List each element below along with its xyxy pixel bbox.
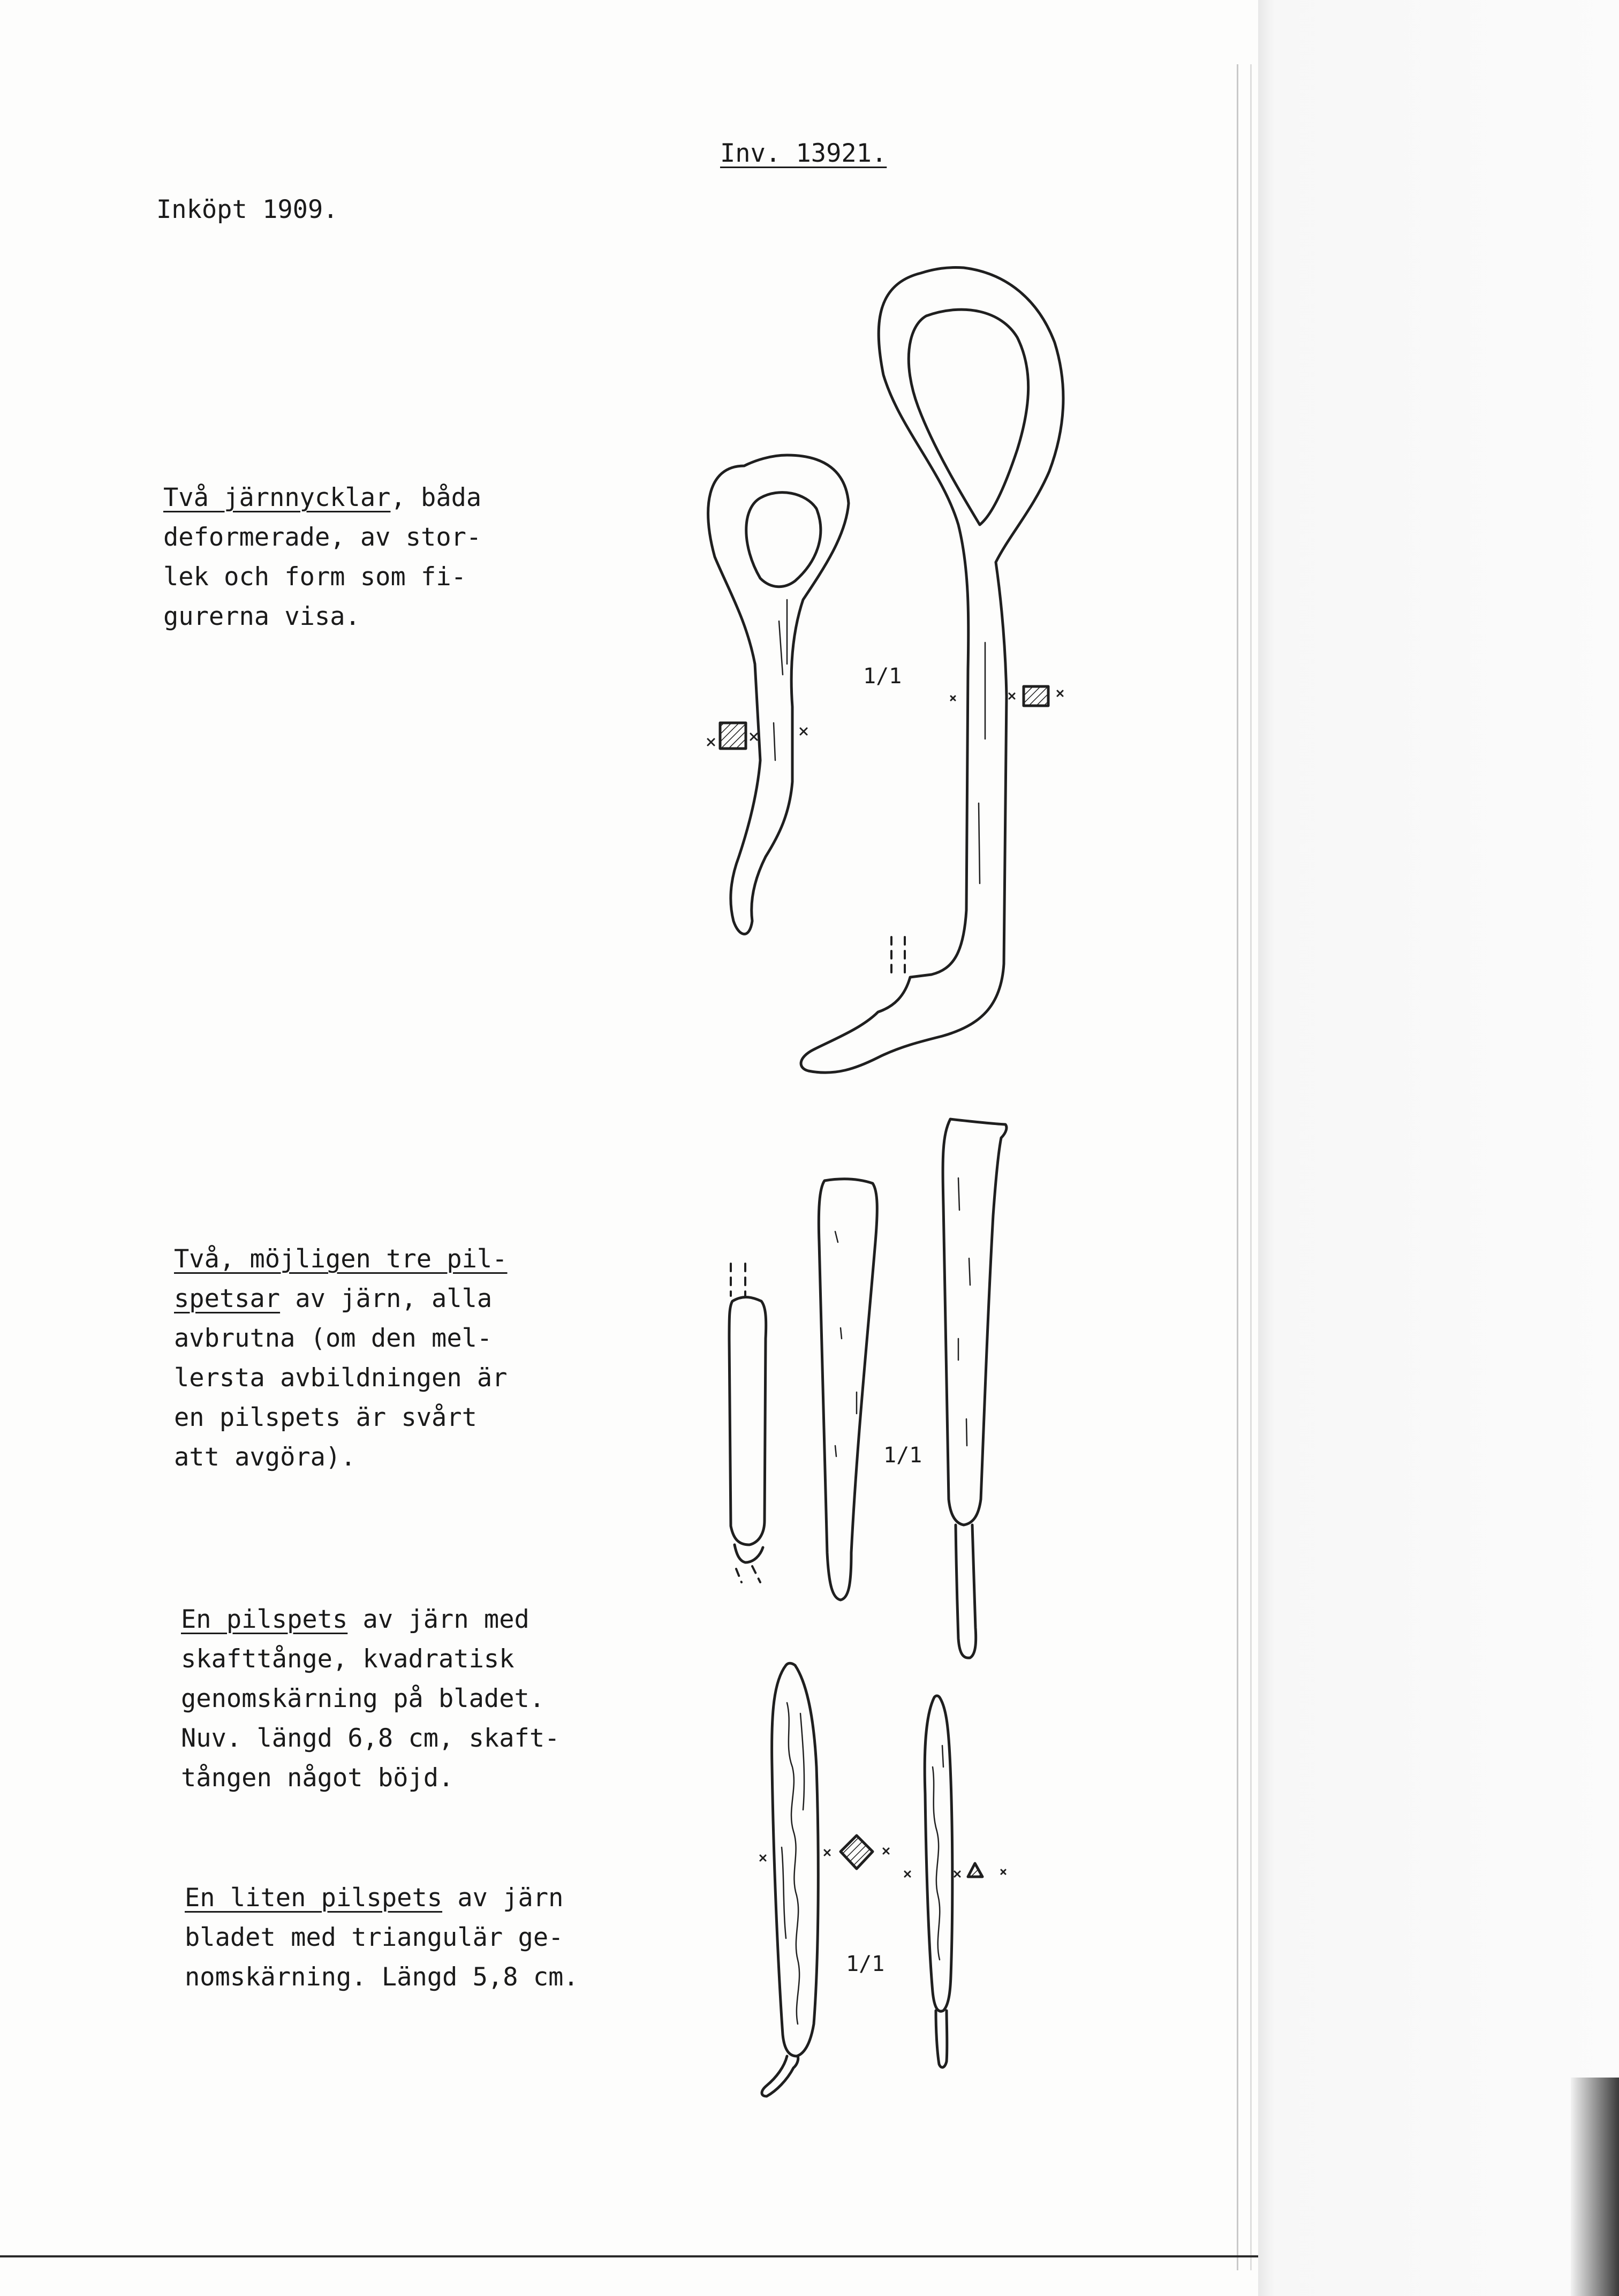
- purchase-note: Inköpt 1909.: [156, 195, 338, 224]
- text-line: bladet med triangulär ge-: [185, 1923, 564, 1952]
- text-line: att avgöra).: [174, 1442, 356, 1472]
- arrowhead-drawing: [729, 1264, 766, 1582]
- text-line: deformerade, av stor-: [163, 523, 482, 552]
- arrowhead-drawing: [943, 1119, 1007, 1658]
- arrowhead-drawing: [819, 1179, 877, 1600]
- text-line: nomskärning. Längd 5,8 cm.: [185, 1962, 579, 1992]
- text-line: Två järnnycklar, båda: [163, 483, 482, 512]
- text-line: spetsar av järn, alla: [174, 1284, 493, 1313]
- text-line: En pilspets av järn med: [181, 1605, 529, 1634]
- triangular-section: [905, 1863, 1005, 1877]
- scale-label: 1/1: [863, 664, 902, 689]
- small-key-drawing: [708, 455, 849, 934]
- text-line: lersta avbildningen är: [174, 1363, 508, 1393]
- text-line: En liten pilspets av järn: [185, 1883, 564, 1913]
- scale-label: 1/1: [883, 1443, 922, 1468]
- text-line: Nuv. längd 6,8 cm, skaft-: [181, 1724, 560, 1753]
- scale-label: 1/1: [846, 1952, 885, 1976]
- small-arrowhead-drawing: [905, 1696, 1005, 2067]
- text-line: en pilspets är svårt: [174, 1403, 477, 1432]
- large-key-drawing: [801, 267, 1063, 1073]
- text-line: genomskärning på bladet.: [181, 1684, 545, 1713]
- text-line: tången något böjd.: [181, 1763, 454, 1793]
- text-line: Två, möjligen tre pil-: [174, 1244, 508, 1274]
- square-section: [760, 1836, 889, 1869]
- text-line: skafttånge, kvadratisk: [181, 1644, 515, 1674]
- text-line: gurerna visa.: [163, 602, 360, 631]
- inventory-number: Inv. 13921.: [720, 139, 887, 168]
- text-line: avbrutna (om den mel-: [174, 1324, 493, 1353]
- tanged-arrowhead-drawing: [760, 1663, 889, 2096]
- text-line: lek och form som fi-: [163, 562, 466, 592]
